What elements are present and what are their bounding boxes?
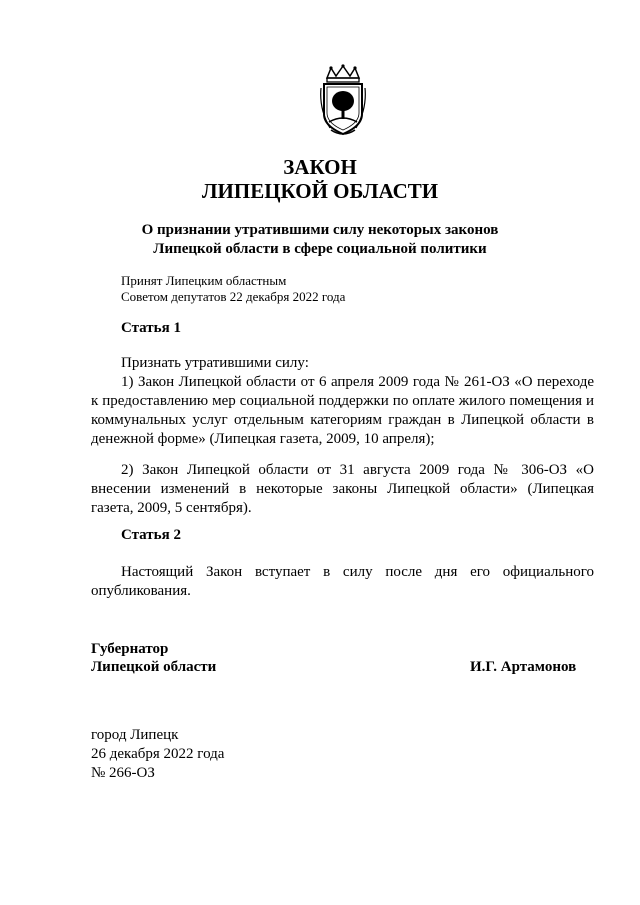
footer-city: город Липецк	[91, 727, 179, 743]
signature-name: И.Г. Артамонов	[470, 659, 577, 675]
article1-item2-first-line: 2) Закон Липецкой области от 31 августа 2009 года № 306-ОЗ «О	[121, 462, 594, 478]
article1-intro: Признать утратившими силу:	[121, 355, 309, 371]
article2-text-rest: опубликования.	[91, 583, 191, 599]
law-title-line2: ЛИПЕЦКОЙ ОБЛАСТИ	[201, 179, 439, 203]
article2-heading: Статья 2	[121, 527, 181, 543]
article1-item1-first-line: 1) Закон Липецкой области от 6 апреля 2009 года № 261-ОЗ «О переходе	[121, 374, 594, 390]
signature-position-line2: Липецкой области	[91, 659, 217, 675]
law-title-line1: ЗАКОН	[283, 155, 357, 179]
law-subtitle-line1: О признании утратившими силу некоторых законов	[141, 222, 499, 238]
lipetsk-coat-of-arms-icon	[318, 64, 368, 138]
adoption-line1: Принят Липецким областным	[121, 273, 287, 288]
signature-position-line1: Губернатор	[91, 641, 169, 657]
adoption-line2: Советом депутатов 22 декабря 2022 года	[121, 289, 346, 304]
article1-heading: Статья 1	[121, 320, 181, 336]
law-subtitle-line2: Липецкой области в сфере социальной политики	[153, 241, 487, 257]
article1-item2-rest: внесении изменений в некоторые законы Липецкой области» (Липецкая газета, 2009, 5 сентября).	[91, 481, 594, 516]
footer-law-number: № 266-ОЗ	[91, 765, 155, 781]
footer-date: 26 декабря 2022 года	[91, 746, 225, 762]
article2-text-first-line: Настоящий Закон вступает в силу после дня его официального	[121, 564, 594, 580]
article1-item1-rest: к предоставлению мер социальной поддержки по оплате жилого помещения и коммунальных услуг отдельным категориям граждан в Липецкой области в денежной форме» (Липецкая газета, 2009, 10 апреля);	[91, 393, 594, 447]
